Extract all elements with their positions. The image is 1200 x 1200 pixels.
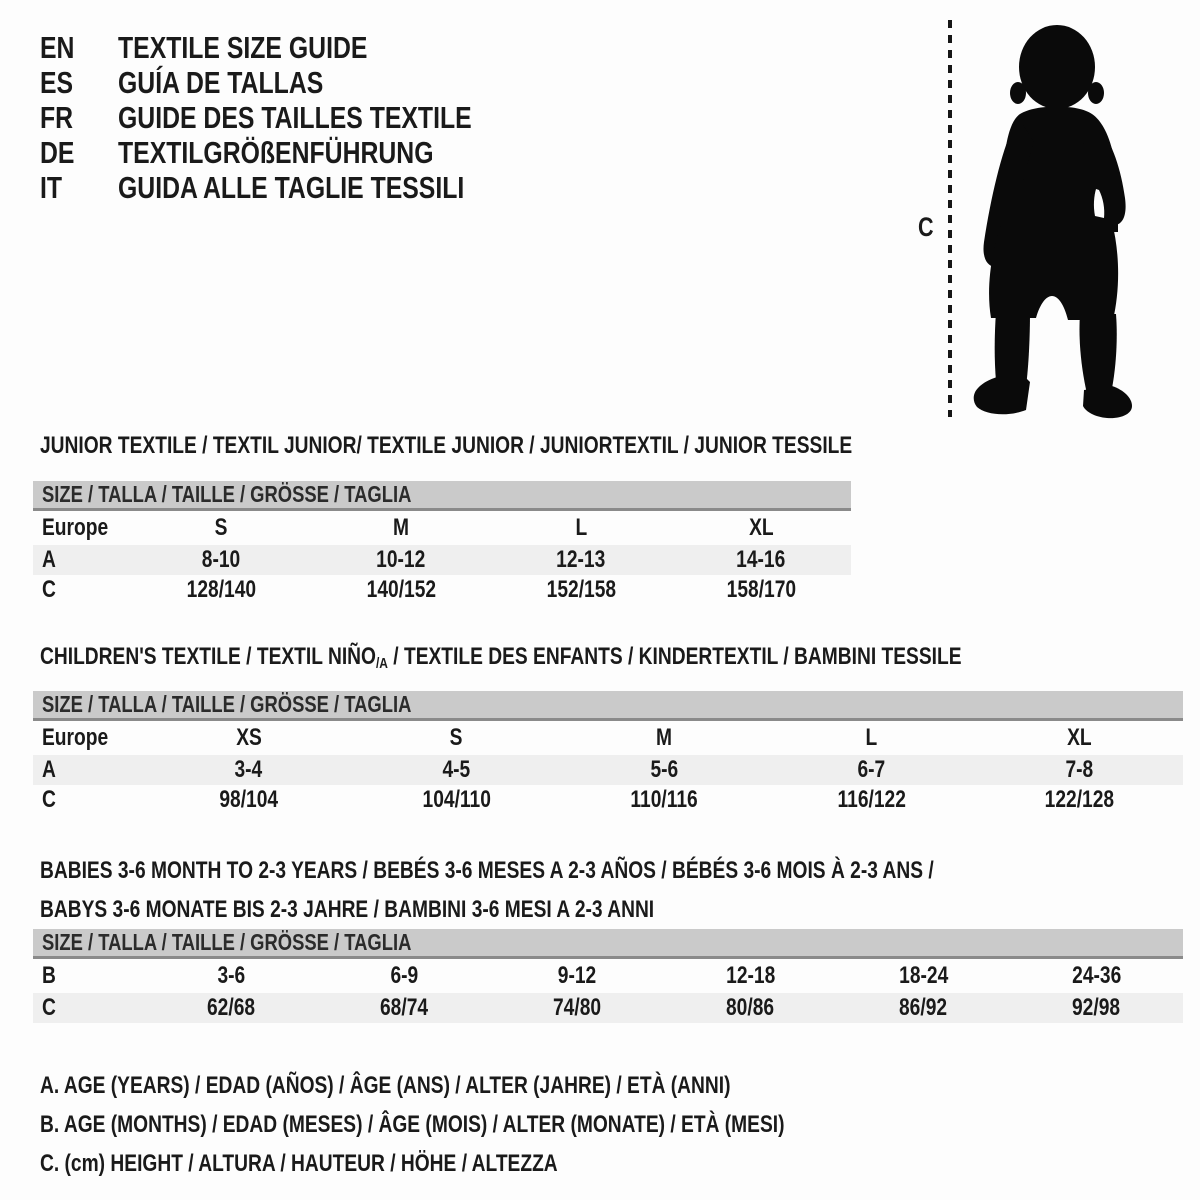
table-cell: 6-7 (857, 756, 886, 783)
table-cell: 24-36 (1071, 962, 1122, 989)
junior-section-title (40, 433, 1055, 459)
table-cell: 62/68 (207, 994, 256, 1021)
column-header: M (393, 514, 409, 541)
babies-size-table (33, 929, 1183, 1023)
language-row-es (40, 65, 560, 100)
guide-title-es: GUÍA DE TALLAS (118, 64, 324, 100)
table-cell: 128/140 (186, 576, 256, 603)
column-header: S (214, 514, 228, 541)
language-row-de (40, 135, 560, 170)
babies-section-title (40, 851, 1157, 929)
table-row-age (33, 755, 1183, 785)
size-band (33, 691, 1183, 721)
size-band-label: SIZE / TALLA / TAILLE / GRÖSSE / TAGLIA (42, 481, 412, 507)
height-measure-line (948, 20, 952, 417)
language-row-it (40, 170, 560, 205)
table-cell: 152/158 (546, 576, 616, 603)
legend-line-age-years: A. AGE (YEARS) / EDAD (AÑOS) / ÂGE (ANS) / ALTER (JAHRE) / ETÀ (ANNI) (40, 1072, 731, 1099)
table-cell: 98/104 (219, 786, 279, 813)
language-row-fr (40, 100, 560, 135)
column-header: XS (235, 724, 262, 751)
column-header: L (865, 724, 878, 751)
guide-title-de: TEXTILGRÖßENFÜHRUNG (118, 134, 434, 170)
guide-title-en: TEXTILE SIZE GUIDE (118, 29, 368, 65)
table-cell: 74/80 (553, 994, 602, 1021)
table-cell: 12-13 (556, 546, 606, 573)
table-cell: 104/110 (422, 786, 491, 813)
row-label: B (42, 962, 56, 989)
column-header: XL (748, 514, 774, 541)
title-main: CHILDREN'S TEXTILE / TEXTIL NIÑO (40, 643, 376, 670)
guide-title-fr: GUIDE DES TAILLES TEXTILE (118, 99, 472, 135)
language-code: FR (40, 99, 74, 135)
language-title-list (40, 30, 560, 205)
table-cell: 86/92 (899, 994, 948, 1021)
table-cell: 116/122 (837, 786, 906, 813)
babies-title-line2: BABYS 3-6 MONATE BIS 2-3 JAHRE / BAMBINI 3-6 MESI A 2-3 ANNI (40, 896, 655, 923)
size-band (33, 481, 851, 511)
legend-line-height: C. (cm) HEIGHT / ALTURA / HAUTEUR / HÖHE / ALTEZZA (40, 1150, 558, 1177)
table-cell: 3-6 (217, 962, 246, 989)
size-band (33, 929, 1183, 959)
babies-title-line1: BABIES 3-6 MONTH TO 2-3 YEARS / BEBÉS 3-6 MESES A 2-3 AÑOS / BÉBÉS 3-6 MOIS À 2-3 ANS / (40, 857, 934, 884)
size-band-label: SIZE / TALLA / TAILLE / GRÖSSE / TAGLIA (42, 929, 412, 955)
column-header: M (655, 724, 672, 751)
title-rest: / TEXTILE DES ENFANTS / KINDERTEXTIL / BAMBINI TESSILE (387, 643, 962, 670)
table-cell: 6-9 (390, 962, 419, 989)
table-cell: 7-8 (1065, 756, 1094, 783)
region-label: Europe (42, 724, 109, 751)
table-cell: 110/116 (630, 786, 698, 813)
table-cell: 8-10 (201, 546, 241, 573)
column-header: S (449, 724, 463, 751)
junior-size-table (33, 481, 851, 605)
table-row-height (33, 993, 1183, 1023)
legend-line-age-months: B. AGE (MONTHS) / EDAD (MESES) / ÂGE (MOIS) / ALTER (MONATE) / ETÀ (MESI) (40, 1111, 785, 1138)
language-code: EN (40, 29, 75, 65)
row-label: C (42, 994, 56, 1021)
row-label: C (42, 786, 56, 813)
table-cell: 68/74 (380, 994, 429, 1021)
title-subscript: /A (375, 655, 388, 672)
table-cell: 122/128 (1044, 786, 1114, 813)
table-cell: 10-12 (376, 546, 426, 573)
table-cell: 5-6 (650, 756, 678, 783)
children-section-title (40, 644, 1192, 673)
table-header-row (33, 511, 851, 545)
language-code: ES (40, 64, 74, 100)
column-header: XL (1066, 724, 1092, 751)
toddler-silhouette-icon (958, 20, 1146, 422)
region-label: Europe (42, 514, 109, 541)
measurement-legend (40, 1066, 971, 1183)
height-measure-label: C (918, 212, 934, 242)
row-label: A (42, 546, 56, 573)
row-label: C (42, 576, 56, 603)
column-header: L (575, 514, 587, 541)
table-cell: 12-18 (725, 962, 776, 989)
table-cell: 14-16 (736, 546, 786, 573)
table-row-months (33, 959, 1183, 993)
table-cell: 9-12 (558, 962, 597, 989)
table-cell: 92/98 (1072, 994, 1121, 1021)
size-band-label: SIZE / TALLA / TAILLE / GRÖSSE / TAGLIA (42, 691, 412, 717)
junior-section-title-text: JUNIOR TEXTILE / TEXTIL JUNIOR/ TEXTILE JUNIOR / JUNIORTEXTIL / JUNIOR TESSILE (40, 432, 853, 459)
table-cell: 140/152 (366, 576, 436, 603)
table-header-row (33, 721, 1183, 755)
children-size-table (33, 691, 1183, 815)
children-section-title-text (40, 644, 962, 673)
table-row-height (33, 785, 1183, 815)
table-cell: 3-4 (234, 756, 263, 783)
language-code: DE (40, 134, 75, 170)
table-row-height (33, 575, 851, 605)
language-code: IT (40, 169, 63, 205)
table-cell: 4-5 (442, 756, 471, 783)
table-row-age (33, 545, 851, 575)
table-cell: 18-24 (898, 962, 949, 989)
row-label: A (42, 756, 56, 783)
table-cell: 80/86 (726, 994, 775, 1021)
language-row-en (40, 30, 560, 65)
table-cell: 158/170 (726, 576, 796, 603)
guide-title-it: GUIDA ALLE TAGLIE TESSILI (118, 169, 465, 205)
